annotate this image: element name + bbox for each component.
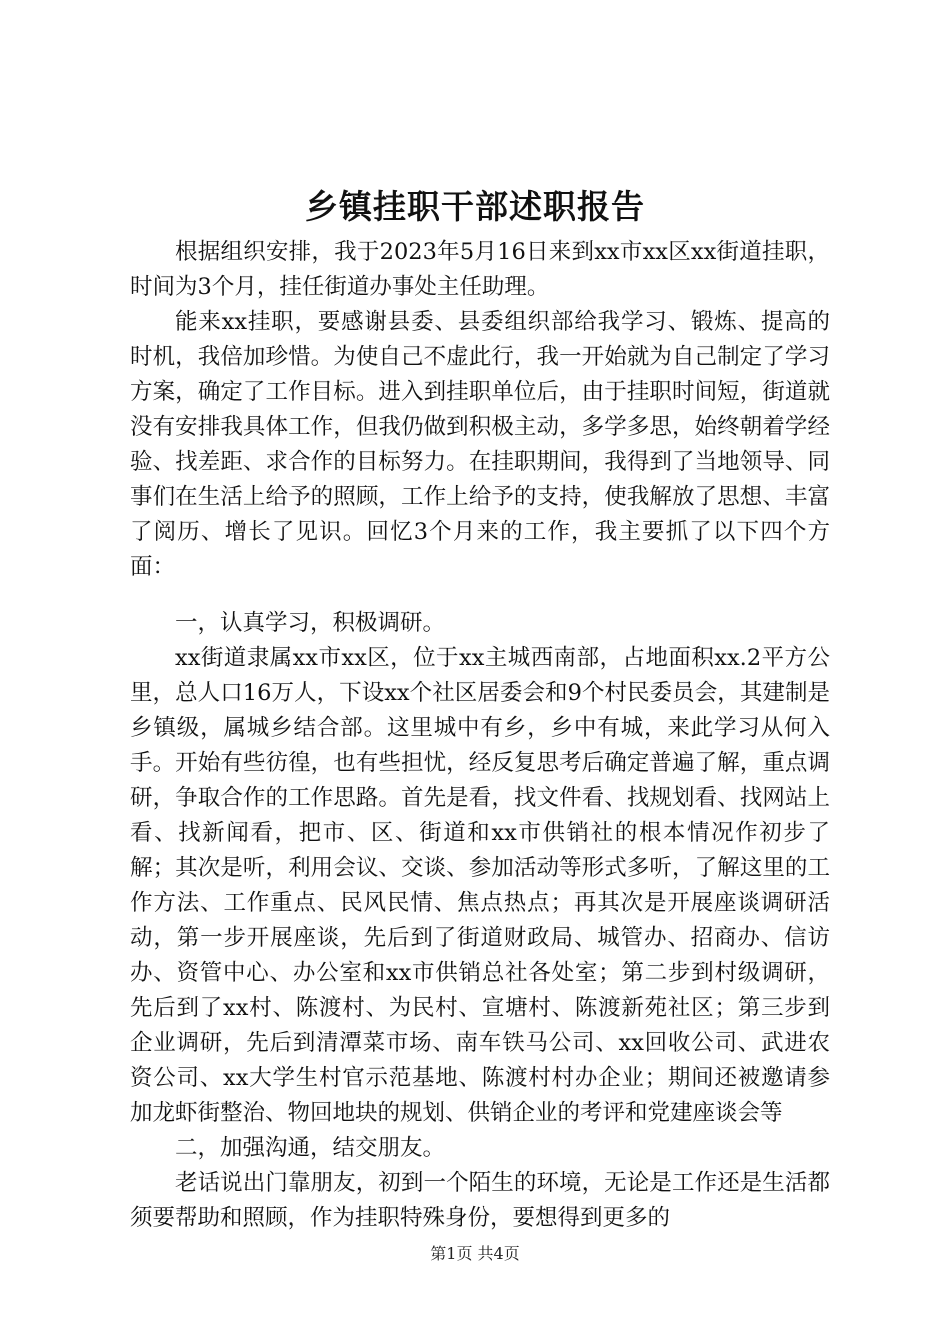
document-title: 乡镇挂职干部述职报告 [305,187,645,226]
paragraph-overview: 能来xx挂职，要感谢县委、县委组织部给我学习、锻炼、提高的时机，我倍加珍惜。为使自己不虚此行，我一开始就为自己制定了学习方案，确定了工作目标。进入到挂职单位后，由于挂职时间短，街道就没有安排我具体工作，但我仍做到积极主动，多学多思，始终朝着学经验、找差距、求合作的目标努力。在挂职期间，我得到了当地领导、同事们在生活上给予的照顾，工作上给予的支持，使我解放了思想、丰富了阅历、增长了见识。回忆3个月来的工作，我主要抓了以下四个方面： [130,309,830,580]
paragraph-section-1: xx街道隶属xx市xx区，位于xx主城西南部，占地面积xx.2平方公里，总人口16万人，下设xx个社区居委会和9个村民委员会，其建制是乡镇级，属城乡结合部。这里城中有乡，乡中有城，来此学习从何入手。开始有些彷徨，也有些担忧，经反复思考后确定普遍了解，重点调研，争取合作的工作思路。首先是看，找文件看、找规划看、找网站上看、找新闻看，把市、区、街道和xx市供销社的根本情况作初步了解；其次是听，利用会议、交谈、参加活动等形式多听，了解这里的工作方法、工作重点、民风民情、焦点热点；再其次是开展座谈调研活动，第一步开展座谈，先后到了街道财政局、城管办、招商办、信访办、资管中心、办公室和xx市供销总社各处室；第二步到村级调研，先后到了xx村、陈渡村、为民村、宣塘村、陈渡新苑社区；第三步到企业调研，先后到清潭菜市场、南车铁马公司、xx回收公司、武进农资公司、xx大学生村官示范基地、陈渡村村办企业；期间还被邀请参加龙虾街整治、物回地块的规划、供销企业的考评和党建座谈会等 [130,645,830,1126]
paragraph-section-2: 老话说出门靠朋友，初到一个陌生的环境，无论是工作还是生活都须要帮助和照顾，作为挂职特殊身份，要想得到更多的 [130,1170,830,1231]
document-body [130,235,830,1236]
section-heading-1: 一，认真学习，积极调研。 [175,610,446,636]
page-number-footer: 第1页 共4页 [430,1244,520,1263]
section-heading-2: 二，加强沟通，结交朋友。 [175,1135,446,1161]
paragraph-intro: 根据组织安排，我于2023年5月16日来到xx市xx区xx街道挂职，时间为3个月，挂任街道办事处主任助理。 [130,239,830,300]
